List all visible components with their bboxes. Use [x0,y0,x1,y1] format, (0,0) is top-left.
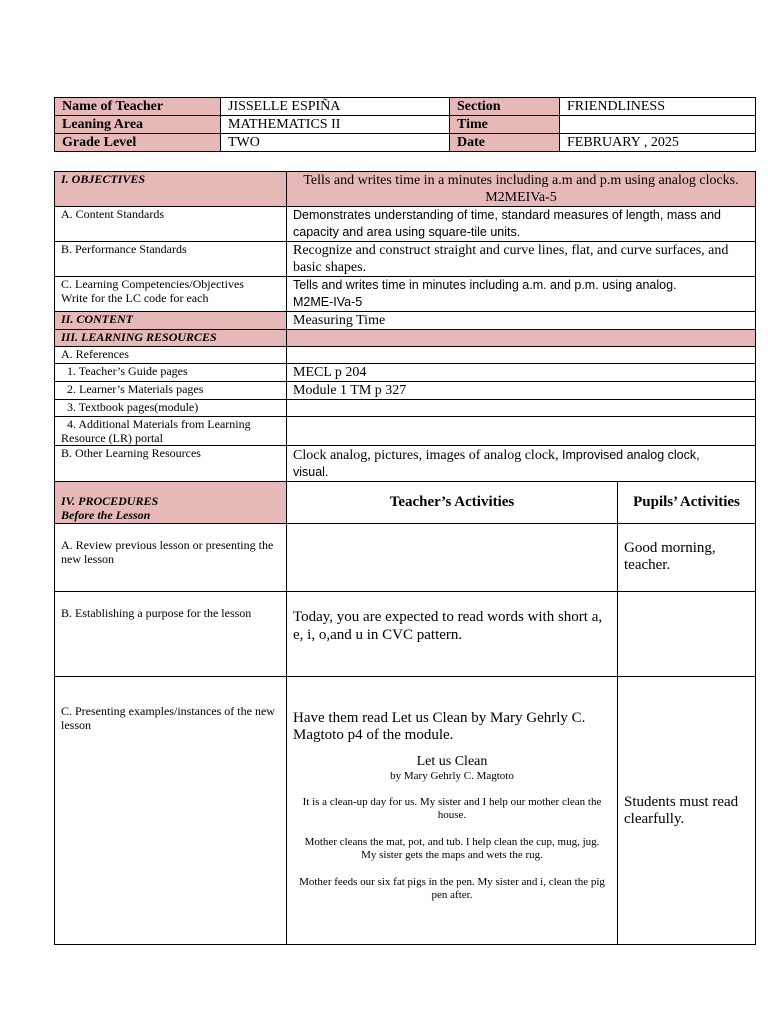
performance-standards-label: B. Performance Standards [55,242,287,277]
area-label: Leaning Area [55,116,221,134]
story-paragraph-3: Mother feeds our six fat pigs in the pen. My sister and i, clean the pig pen after. [299,876,605,901]
additional-label-line2: Resource (LR) portal [61,431,163,445]
grade-value: TWO [221,134,450,152]
review-teacher [287,524,618,592]
other-resources-label: B. Other Learning Resources [55,446,287,482]
date-label: Date [450,134,560,152]
additional-value [287,417,756,446]
teacher-value: JISSELLE ESPIÑA [221,98,450,116]
resources-value [287,330,756,347]
competencies-label-line2: Write for the LC code for each [61,291,209,305]
procedures-title: IV. PROCEDURES [61,494,159,508]
other-resources-value [287,446,756,482]
section-value: FRIENDLINESS [560,98,756,116]
grade-label: Grade Level [55,134,221,152]
teacher-activities-header: Teacher’s Activities [287,482,618,524]
competencies-label [55,277,287,312]
competencies-value [287,277,756,312]
references-value [287,347,756,364]
examples-teacher: Have them read Let us Clean by Mary Gehrly C. Magtoto p4 of the module. [293,710,586,743]
section-label: Section [450,98,560,116]
content-standards-value: Demonstrates understanding of time, standard measures of length, mass and capacity and area using square-tile units. [287,207,756,242]
story-title: Let us Clean [416,754,488,769]
performance-standards-value: Recognize and construct straight and curve lines, flat, and curve surfaces, and basic shapes. [287,242,756,277]
other-resources-line2: Improvised analog clock, [558,448,700,462]
other-resources-line3: visual. [293,465,329,479]
purpose-pupil [618,592,756,677]
purpose-teacher: Today, you are expected to read words with short a, e, i, o,and u in CVC pattern. [287,592,618,677]
lesson-plan-table [54,171,756,945]
story-author: by Mary Gehrly C. Magtoto [390,770,514,782]
examples-pupil: Students must read clearfully. [618,677,756,945]
content-label: II. CONTENT [55,312,287,330]
additional-label-line1: 4. Additional Materials from Learning [67,417,251,431]
purpose-label: B. Establishing a purpose for the lesson [55,592,287,677]
time-label: Time [450,116,560,134]
examples-teacher-cell [287,677,618,945]
lm-value: Module 1 TM p 327 [287,382,756,400]
competencies-value-line2: M2ME-IVa-5 [293,295,363,309]
story-paragraph-1: It is a clean-up day for us. My sister and I help our mother clean the house. [302,796,602,821]
area-value: MATHEMATICS II [221,116,450,134]
examples-label: C. Presenting examples/instances of the new lesson [55,677,287,945]
pupils-activities-header: Pupils’ Activities [618,482,756,524]
textbook-value [287,400,756,417]
other-resources-line1: Clock analog, pictures, images of analog clock, [293,448,559,463]
competencies-value-line1: Tells and writes time in minutes including a.m. and p.m. using analog. [293,278,677,292]
references-label: A. References [55,347,287,364]
competencies-label-line1: C. Learning Competencies/Objectives [61,277,244,291]
textbook-label: 3. Textbook pages(module) [55,400,287,417]
date-value: FEBRUARY , 2025 [560,134,756,152]
tg-label: 1. Teacher’s Guide pages [55,364,287,382]
procedures-label [55,482,287,524]
header-table [54,97,756,152]
story-paragraph-2: Mother cleans the mat, pot, and tub. I help clean the cup, mug, jug. My sister gets the maps and wets the rug. [304,836,600,861]
objectives-value: Tells and writes time in a minutes including a.m and p.m using analog clocks. M2MEIVa-5 [287,172,756,207]
teacher-label: Name of Teacher [55,98,221,116]
tg-value: MECL p 204 [287,364,756,382]
resources-label: III. LEARNING RESOURCES [55,330,287,347]
content-value: Measuring Time [287,312,756,330]
objectives-label: I. OBJECTIVES [55,172,287,207]
lm-label: 2. Learner’s Materials pages [55,382,287,400]
review-label: A. Review previous lesson or presenting the new lesson [55,524,287,592]
procedures-subtitle: Before the Lesson [61,508,151,522]
review-pupil: Good morning, teacher. [618,524,756,592]
time-value [560,116,756,134]
content-standards-label: A. Content Standards [55,207,287,242]
additional-label [55,417,287,446]
